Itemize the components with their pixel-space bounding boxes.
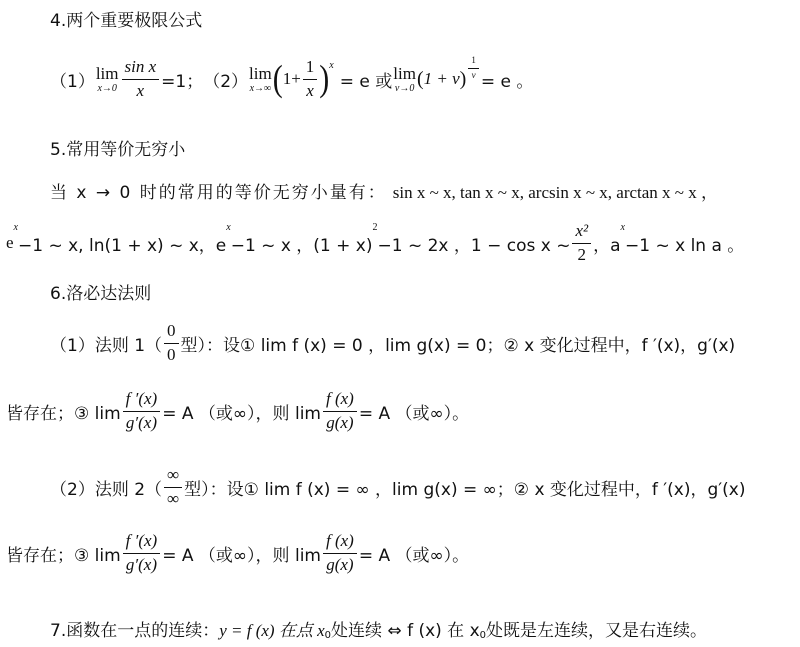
exp-x: x xyxy=(329,60,334,71)
x0-sub-2: 0 xyxy=(479,630,487,641)
eq-e: = e 或 xyxy=(339,71,393,92)
exist-middle-2: = A （或∞），则 lim xyxy=(162,545,321,566)
frac-x2-2: $\frac{\text{x²}}{2}$ xyxy=(572,222,591,264)
eq-e-2: = e 。 xyxy=(480,71,534,92)
e-exp: x xyxy=(13,222,18,233)
heading-limits: 4.两个重要极限公式 xyxy=(50,11,203,31)
exist-prefix: 皆存在；③ lim xyxy=(6,403,121,424)
heading-lhopital: 6.洛必达法则 xyxy=(50,284,152,304)
frac-sinx-x: $\frac{\text{sin x}}{x}$ xyxy=(122,58,160,100)
heading-continuity: 7.函数在一点的连续： xyxy=(50,621,220,641)
rule2-label: （2）法则 2（ xyxy=(50,479,163,500)
rule-2 xyxy=(50,466,745,508)
continuity-line xyxy=(50,616,707,641)
lim-1: lim x→0 xyxy=(95,63,119,94)
exist-prefix-2: 皆存在；③ lim xyxy=(6,545,121,566)
frac-functions-2: $\frac{f (x)}{g(x)}$ xyxy=(323,532,357,574)
eq-part-f: −1 ~ x ln a 。 xyxy=(625,235,745,256)
one-plus-v: 1 + v xyxy=(423,69,460,89)
frac-functions: $\frac{f (x)}{g(x)}$ xyxy=(323,390,357,432)
eq-part-e: ，a xyxy=(593,235,621,256)
eq-part-c: −1 ~ x ，(1 + x) xyxy=(230,235,373,256)
label-1: （1） xyxy=(50,71,95,92)
a-exp: x xyxy=(620,222,625,233)
lim-3: lim v→0 xyxy=(393,63,416,94)
exp-1-over-v: $\frac{1}{v}$ xyxy=(468,56,479,81)
frac-0-0: $\frac{0}{0}$ xyxy=(164,322,179,364)
frac-derivatives: $\frac{f '(x)}{g'(x)}$ xyxy=(123,390,161,432)
lim-2: lim x→∞ xyxy=(249,63,272,94)
exist-suffix-2: = A （或∞）。 xyxy=(358,545,470,566)
x0-sub: 0 xyxy=(324,630,332,641)
limit-formulas: （1） lim x→0 $\frac{\text{sin x}}{x}$ =1； （2） lim x→∞ ( 1+ $\frac{1}{x}$ ) $^x$ = e 或 lim v→0 ( 1 + v ) $\frac{1}{v}$ = e 。 xyxy=(50,55,534,100)
e-base: e xyxy=(6,233,14,253)
continuity-c: 处既是左连续，又是右连续。 xyxy=(486,621,708,641)
rule-1-conclusion xyxy=(6,390,469,432)
equivalents-trig: sin x ~ x, tan x ~ x, arcsin x ~ x, arctan x ~ x ， xyxy=(392,183,719,202)
rule1-conditions: 型）：设① lim f (x) = 0 ，lim g(x) = 0；② x 变化过程中，f ′(x)，g′(x) xyxy=(180,335,736,356)
one-plus: 1+ xyxy=(282,69,301,89)
e-exp-2: x xyxy=(226,222,231,233)
frac-1-x: $\frac{1}{x}$ xyxy=(303,58,318,100)
exist-middle: = A （或∞），则 lim xyxy=(162,403,321,424)
rule2-conditions: 型）：设① lim f (x) = ∞ ，lim g(x) = ∞；② x 变化过程中，f ′(x)，g′(x) xyxy=(184,479,746,500)
continuity-a: y = f (x) 在点 x xyxy=(219,621,325,640)
eq-1: =1； xyxy=(161,71,204,92)
rule-2-conclusion xyxy=(6,532,469,574)
continuity-b: 处连续 ⇔ f (x) 在 x xyxy=(331,621,480,641)
frac-derivatives-2: $\frac{f '(x)}{g'(x)}$ xyxy=(123,532,161,574)
eq-part-b: −1 ~ x, ln(1 + x) ~ x，e xyxy=(18,235,227,256)
eq-part-d: −1 ~ 2x ，1 − cos x ~ xyxy=(377,235,571,256)
sq-exp: 2 xyxy=(372,222,378,233)
rule-1 xyxy=(50,322,735,364)
equivalents-line-1 xyxy=(50,178,718,203)
frac-inf-inf: $\frac{\infty}{\infty}$ xyxy=(164,466,182,508)
equivalents-intro: 当 x → 0 时的常用的等价无穷小量有： xyxy=(50,183,387,203)
label-2: （2） xyxy=(203,71,249,92)
exist-suffix: = A （或∞）。 xyxy=(358,403,470,424)
rule1-label: （1）法则 1（ xyxy=(50,335,163,356)
equivalents-line-2 xyxy=(6,222,744,264)
heading-equivalents: 5.常用等价无穷小 xyxy=(50,140,186,160)
